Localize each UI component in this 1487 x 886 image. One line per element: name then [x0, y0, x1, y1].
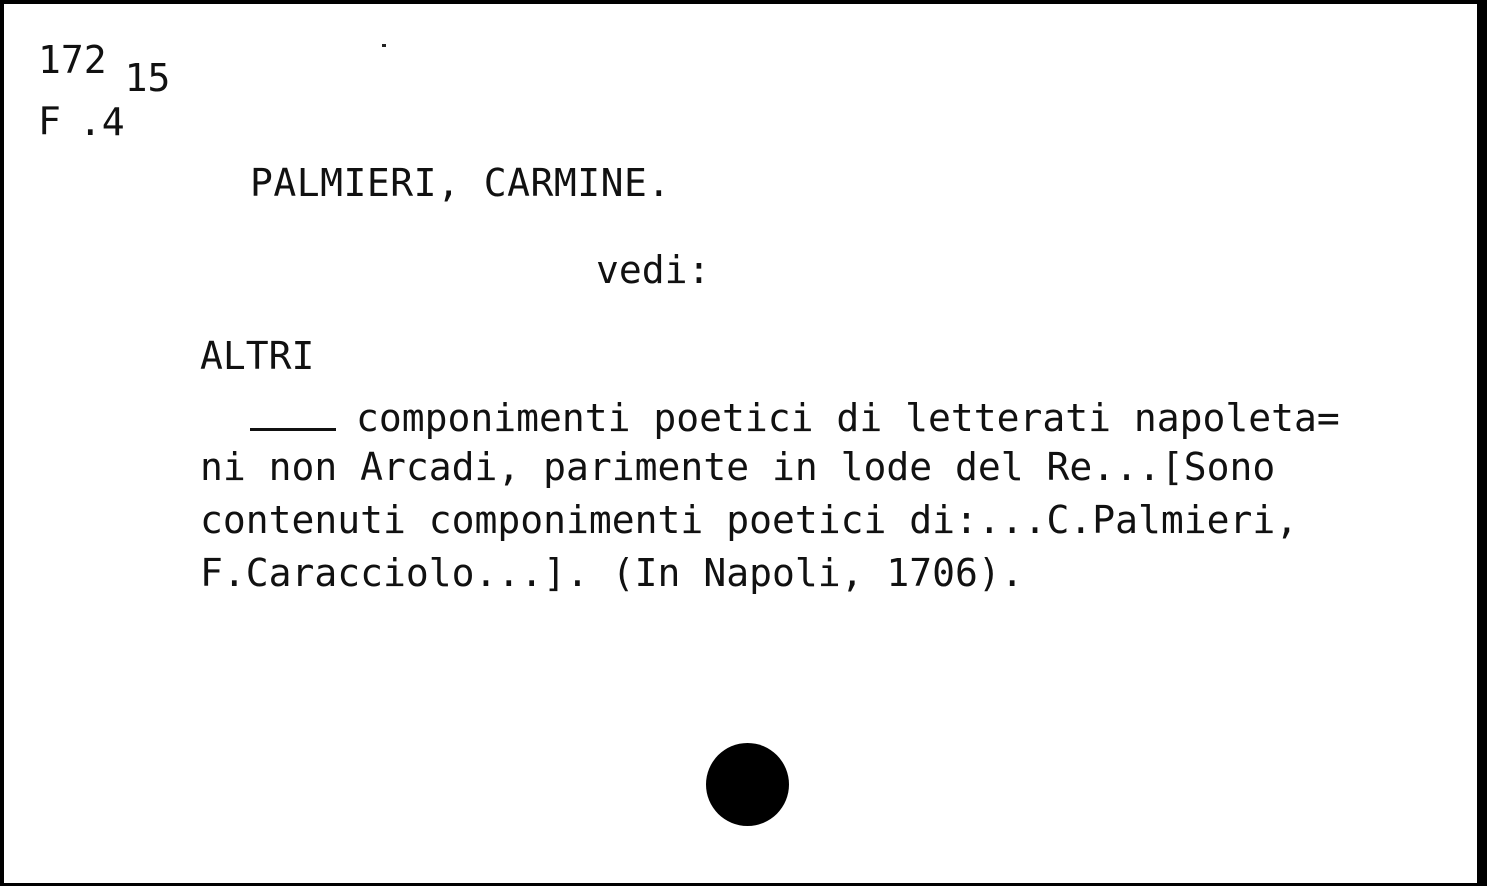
punch-hole [706, 743, 789, 826]
body-line-text: componimenti poetici di letterati napoleta= [356, 396, 1340, 440]
see-reference-label: vedi: [596, 248, 711, 292]
repeat-dash [250, 388, 336, 431]
body-line: contenuti componimenti poetici di:...C.Palmieri, [200, 498, 1299, 542]
shelfmark-prefix: F [38, 99, 61, 144]
heading-name: PALMIERI, CARMINE. [250, 161, 671, 205]
body-line: F.Caracciolo...]. (In Napoli, 1706). [200, 551, 1024, 595]
shelfmark-number: .4 [78, 99, 125, 144]
entry-description [200, 388, 1487, 600]
entry-title: ALTRI [200, 334, 315, 378]
body-line: ni non Arcadi, parimente in lode del Re...[Sono [200, 445, 1276, 489]
body-line [200, 388, 1487, 441]
ink-speck [382, 44, 386, 47]
shelfmark-superscript: 15 [124, 56, 171, 100]
shelfmark-line-1: 172 [38, 38, 107, 82]
